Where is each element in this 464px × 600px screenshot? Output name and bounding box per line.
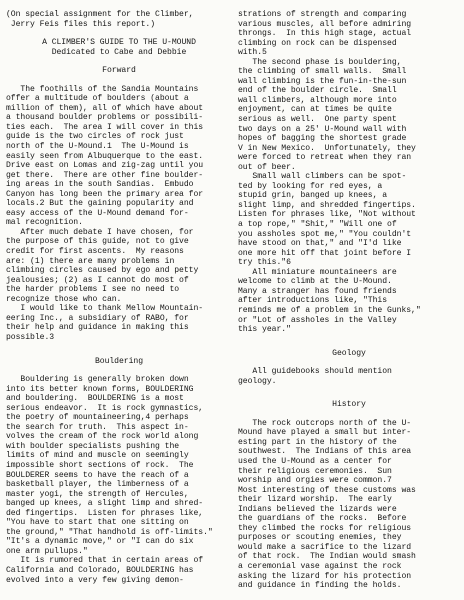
text-line: welcome to climb at the U-Mound. — [238, 277, 392, 287]
text-line: hopes of bagging the shortest grade — [238, 134, 407, 144]
text-line: their help and guidance in making this — [6, 323, 189, 333]
text-line: this year." — [238, 325, 291, 335]
text-line: the search for truth. This aspect in- — [6, 422, 189, 432]
text-line: credit for first ascents. My reasons — [6, 247, 184, 257]
text-line: or "Lot of assholes in the Valley — [238, 315, 397, 325]
text-line: the ground," "That handhold is off-limits." — [6, 527, 213, 537]
text-line: one more hit off that joint before I — [238, 248, 412, 258]
text-line: All guidebooks should mention — [238, 367, 392, 377]
article-title — [6, 38, 232, 57]
text-line: geology. — [238, 376, 277, 386]
assignment-line: Jerry Feis files this report.) — [6, 19, 156, 29]
text-line: wall climbing is the fun-in-the-sun — [238, 76, 407, 86]
text-line: Canyon has long been the primary area for — [6, 189, 204, 199]
text-line: serious as well. One party spent — [238, 115, 397, 125]
text-line: California and Colorado, BOULDERING has — [6, 565, 194, 575]
text-line: ing areas in the south Sandias. Embudo — [6, 180, 194, 190]
text-line: the harder problems I see no need to — [6, 285, 180, 295]
text-line: with.5 — [238, 48, 267, 58]
text-line: used the U-Mound as a center for — [238, 456, 392, 466]
text-line: two days on a 25' U-Mound wall with — [238, 124, 407, 134]
text-line: of that rock. The Indian would smash — [238, 552, 416, 562]
bouldering-text — [6, 375, 232, 585]
text-line: possible.3 — [6, 332, 55, 342]
bouldering-heading: Bouldering — [94, 356, 144, 366]
text-line: After much debate I have chosen, for — [6, 227, 194, 237]
text-line: ded fingertips. Listen for phrases like, — [6, 508, 204, 518]
text-line: climbing on rock can be dispensed — [238, 38, 397, 48]
text-line: try this."6 — [238, 258, 291, 268]
left-column — [6, 10, 232, 585]
text-line: a thousand boulder problems or possibili- — [6, 113, 204, 123]
text-line: they climbed the rocks for religious — [238, 523, 412, 533]
text-line: their lizard worship. The early — [238, 495, 392, 505]
text-line: purposes or scouting enemies, they — [238, 533, 402, 543]
text-line: wall climbers, although more into — [238, 95, 397, 105]
text-line: evolved into a very few giving demon- — [6, 575, 184, 585]
text-line: climbing circles caused by ego and petty — [6, 266, 199, 276]
text-line: master yogi, the strength of Hercules, — [6, 489, 189, 499]
text-line: volves the cream of the rock world along — [6, 432, 199, 442]
text-line: Bouldering is generally broken down — [6, 375, 189, 385]
text-line: ties each. The area I will cover in this — [6, 122, 204, 132]
text-line: easy access of the U-Mound demand for- — [6, 208, 189, 218]
text-line: V in New Mexico. Unfortunately, they — [238, 143, 416, 153]
text-line: have stood on that," and "I'd like — [238, 239, 402, 249]
text-line: guide is the two circles of rock just — [6, 132, 184, 142]
text-line: jealousies; (2) as I cannot do most of — [6, 275, 189, 285]
text-line: banged up knees, a slight limp and shred- — [6, 499, 204, 509]
text-line: basketball player, the limberness of a — [6, 480, 189, 490]
text-line: and bouldering. BOULDERING is a most — [6, 394, 184, 404]
text-line: ted by looking for red eyes, a — [238, 181, 383, 191]
foreword-heading: Forward — [102, 66, 136, 76]
text-line: enjoyment, can at times be quite — [238, 105, 392, 115]
text-line: limits of mind and muscle on seemingly — [6, 451, 189, 461]
assignment-note — [6, 10, 232, 29]
text-line: into its better known forms, BOULDERING — [6, 384, 194, 394]
text-line: end of the boulder circle. Small — [238, 86, 397, 96]
text-line: mal recognition. — [6, 218, 83, 228]
text-line: a top rope," "Shit," "Will one of — [238, 220, 397, 230]
text-line: eering Inc., a subsidiary of RABO, for — [6, 313, 189, 323]
text-line: I would like to thank Mellow Mountain- — [6, 304, 204, 314]
text-line: serious endeavor. It is rock gymnastics, — [6, 403, 204, 413]
text-line: Listen for phrases like, "Not without — [238, 210, 416, 220]
text-line: Drive east on Lomas and zig-zag until you — [6, 161, 204, 171]
text-line: "You have to start that one sitting on — [6, 518, 189, 528]
text-line: their religious ceremonies. Sun — [238, 466, 392, 476]
text-line: esting part in the history of the — [238, 437, 397, 447]
text-line: The second phase is bouldering, — [238, 57, 402, 67]
text-line: Most interesting of these customs was — [238, 485, 416, 495]
text-line: various muscles, all before admiring — [238, 19, 412, 29]
text-line: after introductions like, "This — [238, 296, 388, 306]
text-line: are: (1) there are many problems in — [6, 256, 175, 266]
text-line: stupid grin, banged up knees, a — [238, 191, 388, 201]
text-line: reminds me of a problem in the Gunks," — [238, 305, 421, 315]
text-line: slight limp, and shredded fingertips. — [238, 200, 416, 210]
history-heading: History — [332, 400, 366, 410]
text-line: the guardians of the rocks. Before — [238, 514, 407, 524]
text-line: BOULDERER seems to have the reach of a — [6, 470, 189, 480]
text-line: the climbing of small walls. Small — [238, 67, 407, 77]
text-line: asking the lizard for his protection — [238, 571, 412, 581]
text-line: you assholes spot me," "You couldn't — [238, 229, 412, 239]
text-line: recognize those who can. — [6, 294, 122, 304]
text-line: would make a sacrifice to the lizard — [238, 542, 412, 552]
text-line: were forced to retreat when they ran — [238, 153, 412, 163]
dedication-line: Dedicated to Cabe and Debbie — [51, 47, 187, 57]
text-line: southwest. The Indians of this area — [238, 447, 412, 457]
text-line: Mound have played a small but inter- — [238, 428, 412, 438]
text-line: get there. There are other fine boulder- — [6, 170, 204, 180]
text-line: locals.2 But the gaining popularity and — [6, 199, 194, 209]
text-line: easily seen from Albuquerque to the east. — [6, 151, 204, 161]
text-line: It is rumored that in certain areas of — [6, 556, 204, 566]
text-line: "It's a dynamic move," or "I can do six — [6, 537, 194, 547]
text-line: The rock outcrops north of the U- — [238, 418, 412, 428]
foreword-text — [6, 85, 232, 343]
right-column — [238, 10, 460, 591]
text-line: strations of strength and comparing — [238, 10, 407, 19]
assignment-line: (On special assignment for the Climber, — [6, 10, 194, 19]
text-line: Indians believed the lizards were — [238, 504, 397, 514]
text-line: million of them), all of which have about — [6, 103, 204, 113]
text-line: with boulder specialists pushing the — [6, 441, 180, 451]
text-line: a ceremonial vase against the rock — [238, 561, 402, 571]
text-line: offer a multitude of boulders (about a — [6, 94, 189, 104]
text-line: All miniature mountaineers are — [238, 267, 397, 277]
text-line: The foothills of the Sandia Mountains — [6, 84, 199, 94]
text-line: one arm pullups." — [6, 546, 88, 556]
bouldering-continued-text — [238, 10, 460, 335]
text-line: north of the U-Mound.1 The U-Mound is — [6, 142, 189, 152]
text-line: throngs. In this high stage, actual — [238, 29, 412, 39]
text-line: Many a stranger has found friends — [238, 286, 397, 296]
text-line: impossible short sections of rock. The — [6, 460, 194, 470]
text-line: Small wall climbers can be spot- — [238, 172, 407, 182]
geology-heading: Geology — [332, 348, 366, 358]
text-line: worship and orgies were common.7 — [238, 476, 392, 486]
geology-text — [238, 367, 460, 386]
title-line: A CLIMBER'S GUIDE TO THE U-MOUND — [42, 38, 196, 48]
text-line: and guidance in finding the holds. — [238, 581, 402, 591]
history-text — [238, 419, 460, 591]
text-line: the purpose of this guide, not to give — [6, 237, 189, 247]
text-line: the poetry of mountaineering,4 perhaps — [6, 413, 189, 423]
text-line: out of beer. — [238, 162, 296, 172]
